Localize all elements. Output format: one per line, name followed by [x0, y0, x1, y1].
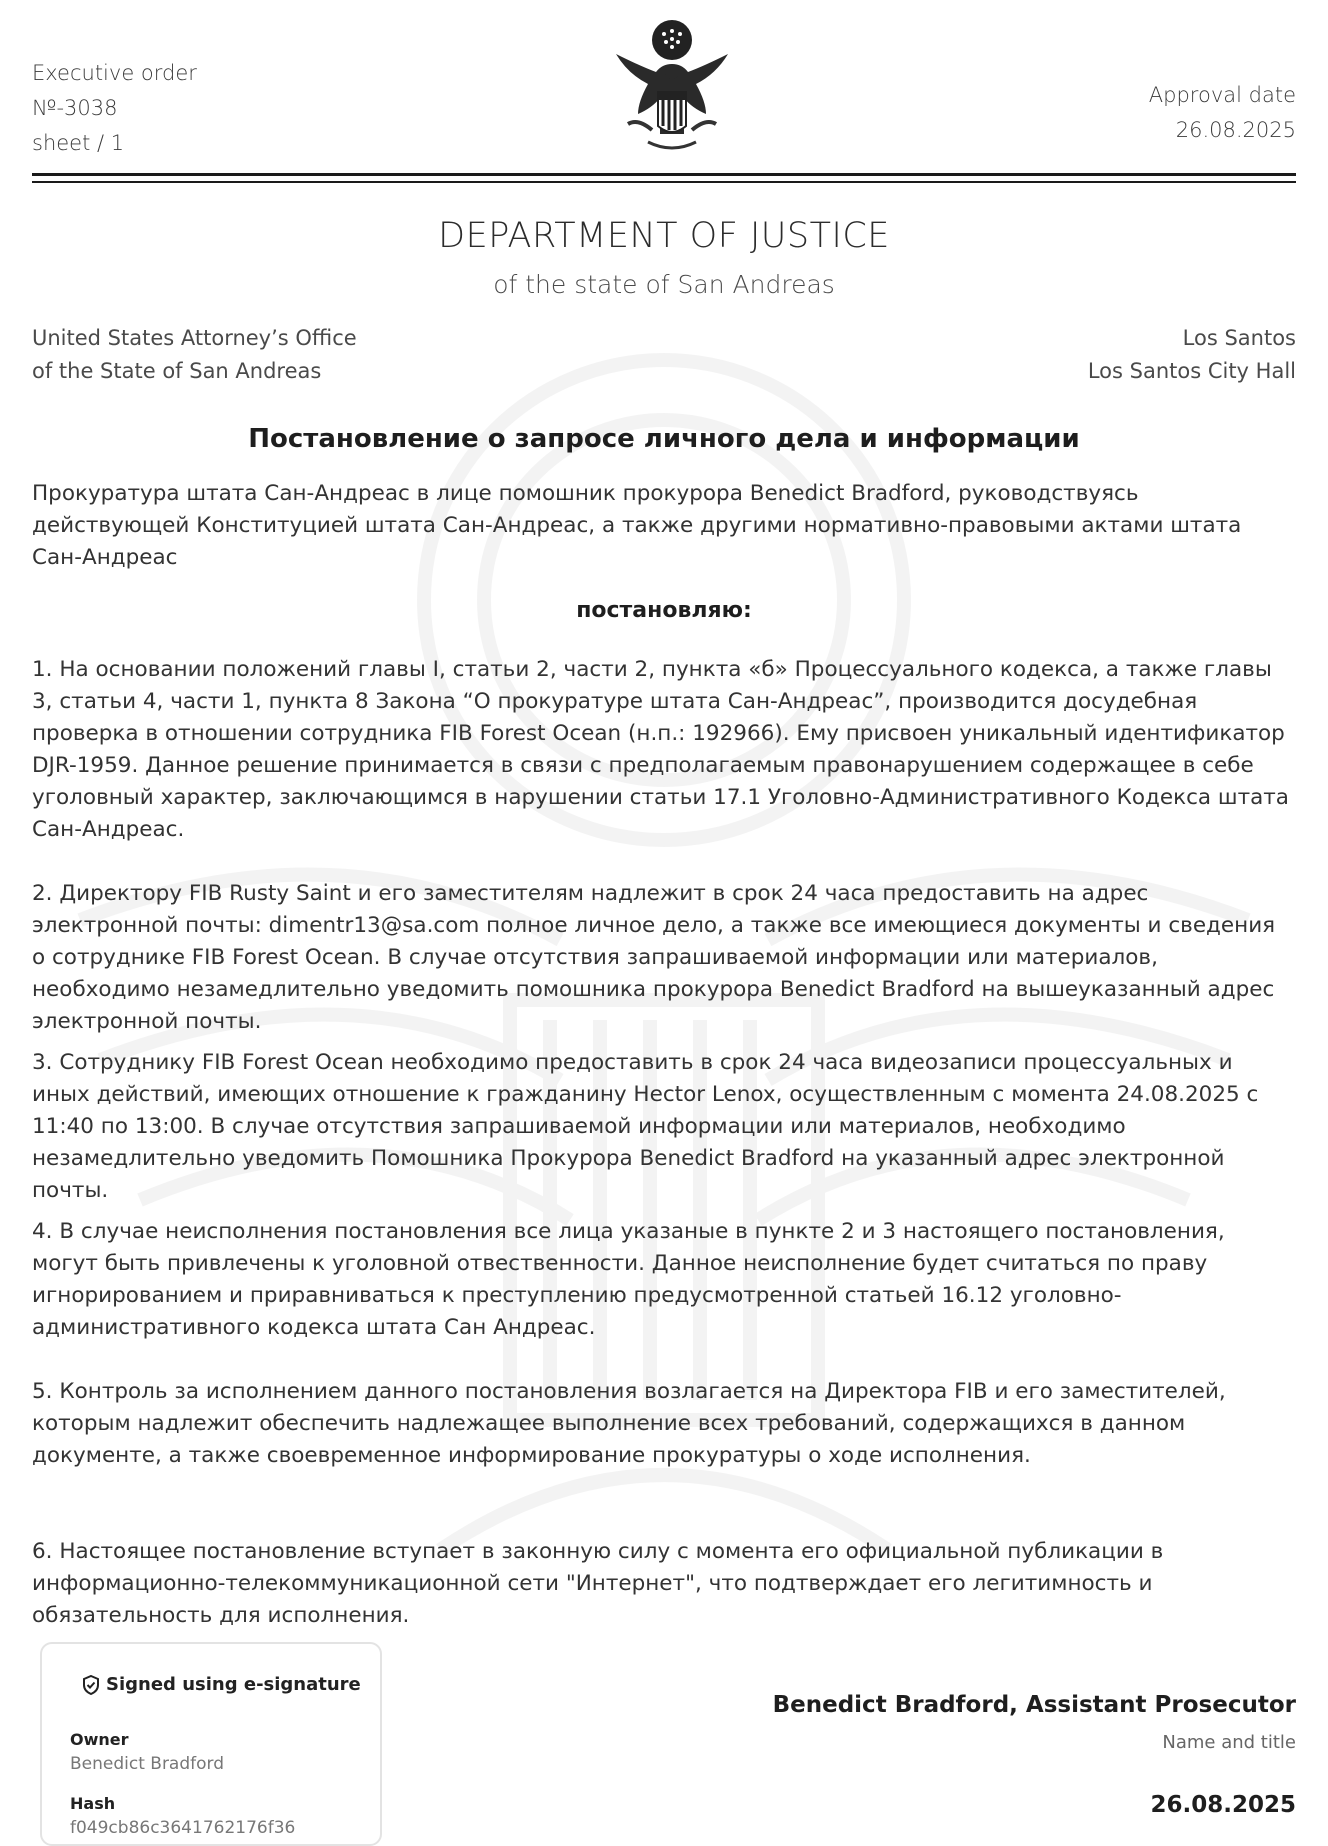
paragraph-text: 2. Директору FIB Rusty Saint и его заместителям надлежит в срок 24 часа предоставить на адрес электронной почты: dimentr13@sa.com полное личное дело, а также все имеющиеся документы и сведения о сотруднике FIB Forest Ocean. В случае отсутствия запрашиваемой информации или материалов, необходимо незамедлительно уведомить помошника прокурора Benedict Bradford на вышеуказанный адрес электронной почты. — [32, 881, 1276, 1034]
hash-label: Hash — [70, 1794, 116, 1813]
department-subtitle: of the state of San Andreas — [493, 270, 835, 299]
paragraph-text: 1. На основании положений главы I, статьи 2, части 2, пункта «б» Процессуального кодекса, а также главы 3, статьи 4, части 1, пункта 8 Закона “О прокуратуре штата Сан-Андреас”, производится досудебная проверка в отношении сотрудника FIB Forest Ocean (н.п.: 192966). Ему присвоен уникальный идентификатор DJR-1959. Данное решение принимается в связи с предполагаемым правонарушением содержащее в себе уголовный характер, заключающимся в нарушении статьи 17.1 Уголовно-Административного Кодекса штата Сан-Андреас. — [32, 657, 1289, 842]
shield-check-icon — [82, 1675, 100, 1695]
paragraph-1 — [32, 654, 1294, 846]
e-signature-header — [82, 1674, 361, 1695]
owner-label: Owner — [70, 1730, 129, 1749]
office-line-1: United States Attorney’s Office — [32, 326, 357, 350]
order-label: Executive order — [32, 61, 197, 85]
header-divider-thick — [32, 173, 1296, 176]
signer-name-title: Benedict Bradford, Assistant Prosecutor — [772, 1692, 1296, 1718]
paragraph-3 — [32, 1047, 1294, 1207]
approval-date: 26.08.2025 — [1175, 118, 1296, 142]
order-info — [32, 56, 197, 161]
paragraph-text: 4. В случае неисполнения постановления все лица указаные в пункте 2 и 3 настоящего постановления, могут быть привлечены к уголовной отвественности. Данное неисполнение будет считаться по праву игнорированием и приравниваться к преступлению предусмотренной статьей 16.12 уголовно-административного кодекса штата Сан Андреас. — [32, 1219, 1225, 1340]
department-title: DEPARTMENT OF JUSTICE — [438, 216, 890, 256]
location-line-2: Los Santos City Hall — [1087, 359, 1296, 383]
location-line-1: Los Santos — [1182, 326, 1296, 350]
signature-date: 26.08.2025 — [1150, 1792, 1296, 1818]
paragraph-text: 3. Сотруднику FIB Forest Ocean необходимо предоставить в срок 24 часа видеозаписи процессуальных и иных действий, имеющих отношение к гражданину Hector Lenox, осуществленным с момента 24.08.2025 с 11:40 по 13:00. В случае отсутствия запрашиваемой информации или материалов, необходимо незамедлительно уведомить Помошника Прокурора Benedict Bradford на указанный адрес электронной почты. — [32, 1050, 1259, 1203]
paragraph-text: 5. Контроль за исполнением данного постановления возлагается на Директора FIB и его заместителей, которым надлежит обеспечить надлежащее выполнение всех требований, содержащихся в данном документе, а также своевременное информирование прокуратуры о ходе исполнения. — [32, 1379, 1226, 1468]
e-signature-title: Signed using e-signature — [106, 1674, 361, 1695]
hash-value: f049cb86c3641762176f36 — [70, 1818, 296, 1838]
office-line-2: of the State of San Andreas — [32, 359, 322, 383]
resolve-heading: постановляю: — [576, 598, 752, 623]
approval-info — [1149, 78, 1296, 148]
order-number: №-3038 — [32, 96, 118, 120]
paragraph-6 — [32, 1536, 1294, 1632]
header-divider-thin — [32, 181, 1296, 183]
paragraph-text: 6. Настоящее постановление вступает в законную силу с момента его официальной публикации в информационно-телекоммуникационной сети "Интернет", что подтверждает его легитимность и обязательность для исполнения. — [32, 1539, 1164, 1628]
intro-paragraph — [32, 478, 1294, 574]
office-address — [32, 322, 357, 388]
intro-text: Прокуратура штата Сан-Андреас в лице помошник прокурора Benedict Bradford, руководствуясь действующей Конституцией штата Сан-Андреас, а также другими нормативно-правовыми актами штата Сан-Андреас — [32, 481, 1242, 570]
location-address — [1088, 322, 1296, 388]
paragraph-2 — [32, 878, 1294, 1038]
paragraph-5 — [32, 1376, 1294, 1472]
signer-caption: Name and title — [1162, 1732, 1296, 1753]
document-title: Постановление о запросе личного дела и информации — [248, 424, 1080, 454]
owner-value: Benedict Bradford — [70, 1754, 225, 1774]
e-signature-card — [40, 1642, 382, 1846]
approval-label: Approval date — [1148, 83, 1296, 107]
sheet-number: sheet / 1 — [32, 131, 125, 155]
great-seal-eagle-icon — [608, 14, 736, 158]
paragraph-4 — [32, 1216, 1294, 1344]
